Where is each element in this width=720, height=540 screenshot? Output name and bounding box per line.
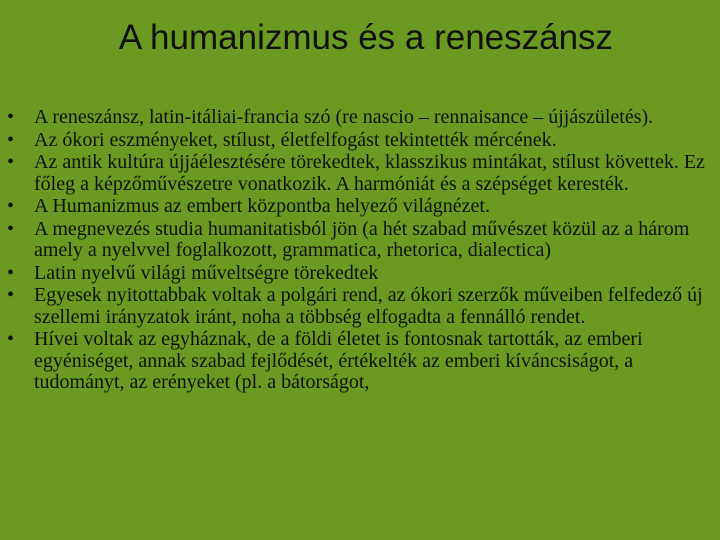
bullet-icon: • bbox=[7, 151, 15, 173]
bullet-text: Egyesek nyitottabbak voltak a polgári rend, az ókori szerzők műveiben felfedező új szellemi irányzatok iránt, noha a többség elfogadta a fennálló rendet. bbox=[34, 284, 703, 328]
bullet-icon: • bbox=[7, 261, 15, 284]
bullet-item bbox=[6, 130, 718, 152]
bullet-text: Latin nyelvű világi műveltségre törekedtek bbox=[34, 261, 379, 284]
bullet-text: Hívei voltak az egyháznak, de a földi életet is fontosnak tartották, az emberi egyéniséget, annak szabad fejlődését, értékelték az emberi kíváncsiságot, a tudományt, az erényeket (pl. a bátorságot, bbox=[34, 328, 643, 393]
bullet-item bbox=[6, 329, 718, 394]
bullet-icon: • bbox=[7, 195, 15, 217]
bullet-item bbox=[6, 107, 718, 129]
bullet-item bbox=[6, 196, 718, 218]
bullet-icon: • bbox=[7, 217, 15, 240]
bullet-item bbox=[6, 152, 718, 195]
bullet-item bbox=[6, 219, 718, 262]
bullet-icon: • bbox=[7, 284, 15, 306]
bullet-item bbox=[6, 263, 718, 285]
bullet-text: A Humanizmus az embert központba helyező világnézet. bbox=[34, 195, 490, 217]
bullet-text: Az antik kultúra újjáélesztésére törekedtek, klasszikus mintákat, stílust követtek. Ez főleg a képzőművészetre vonatkozik. A harmóniát és a szépséget keresték. bbox=[34, 151, 705, 195]
bullet-item bbox=[6, 285, 718, 328]
bullet-text: A megnevezés studia humanitatisból jön (a hét szabad művészet közül az a három amely a nyelvvel foglalkozott, grammatica, rhetorica, dialectica) bbox=[34, 217, 690, 261]
bullet-text: A reneszánsz, latin-itáliai-francia szó (re nascio – rennaisance – újjászületés). bbox=[34, 106, 654, 128]
bullet-list bbox=[6, 107, 718, 395]
slide-title: A humanizmus és a reneszánsz bbox=[118, 18, 614, 57]
bullet-icon: • bbox=[7, 328, 15, 350]
bullet-icon: • bbox=[7, 128, 15, 151]
bullet-text: Az ókori eszményeket, stílust, életfelfogást tekintették mércének. bbox=[34, 128, 557, 151]
bullet-icon: • bbox=[7, 106, 15, 128]
